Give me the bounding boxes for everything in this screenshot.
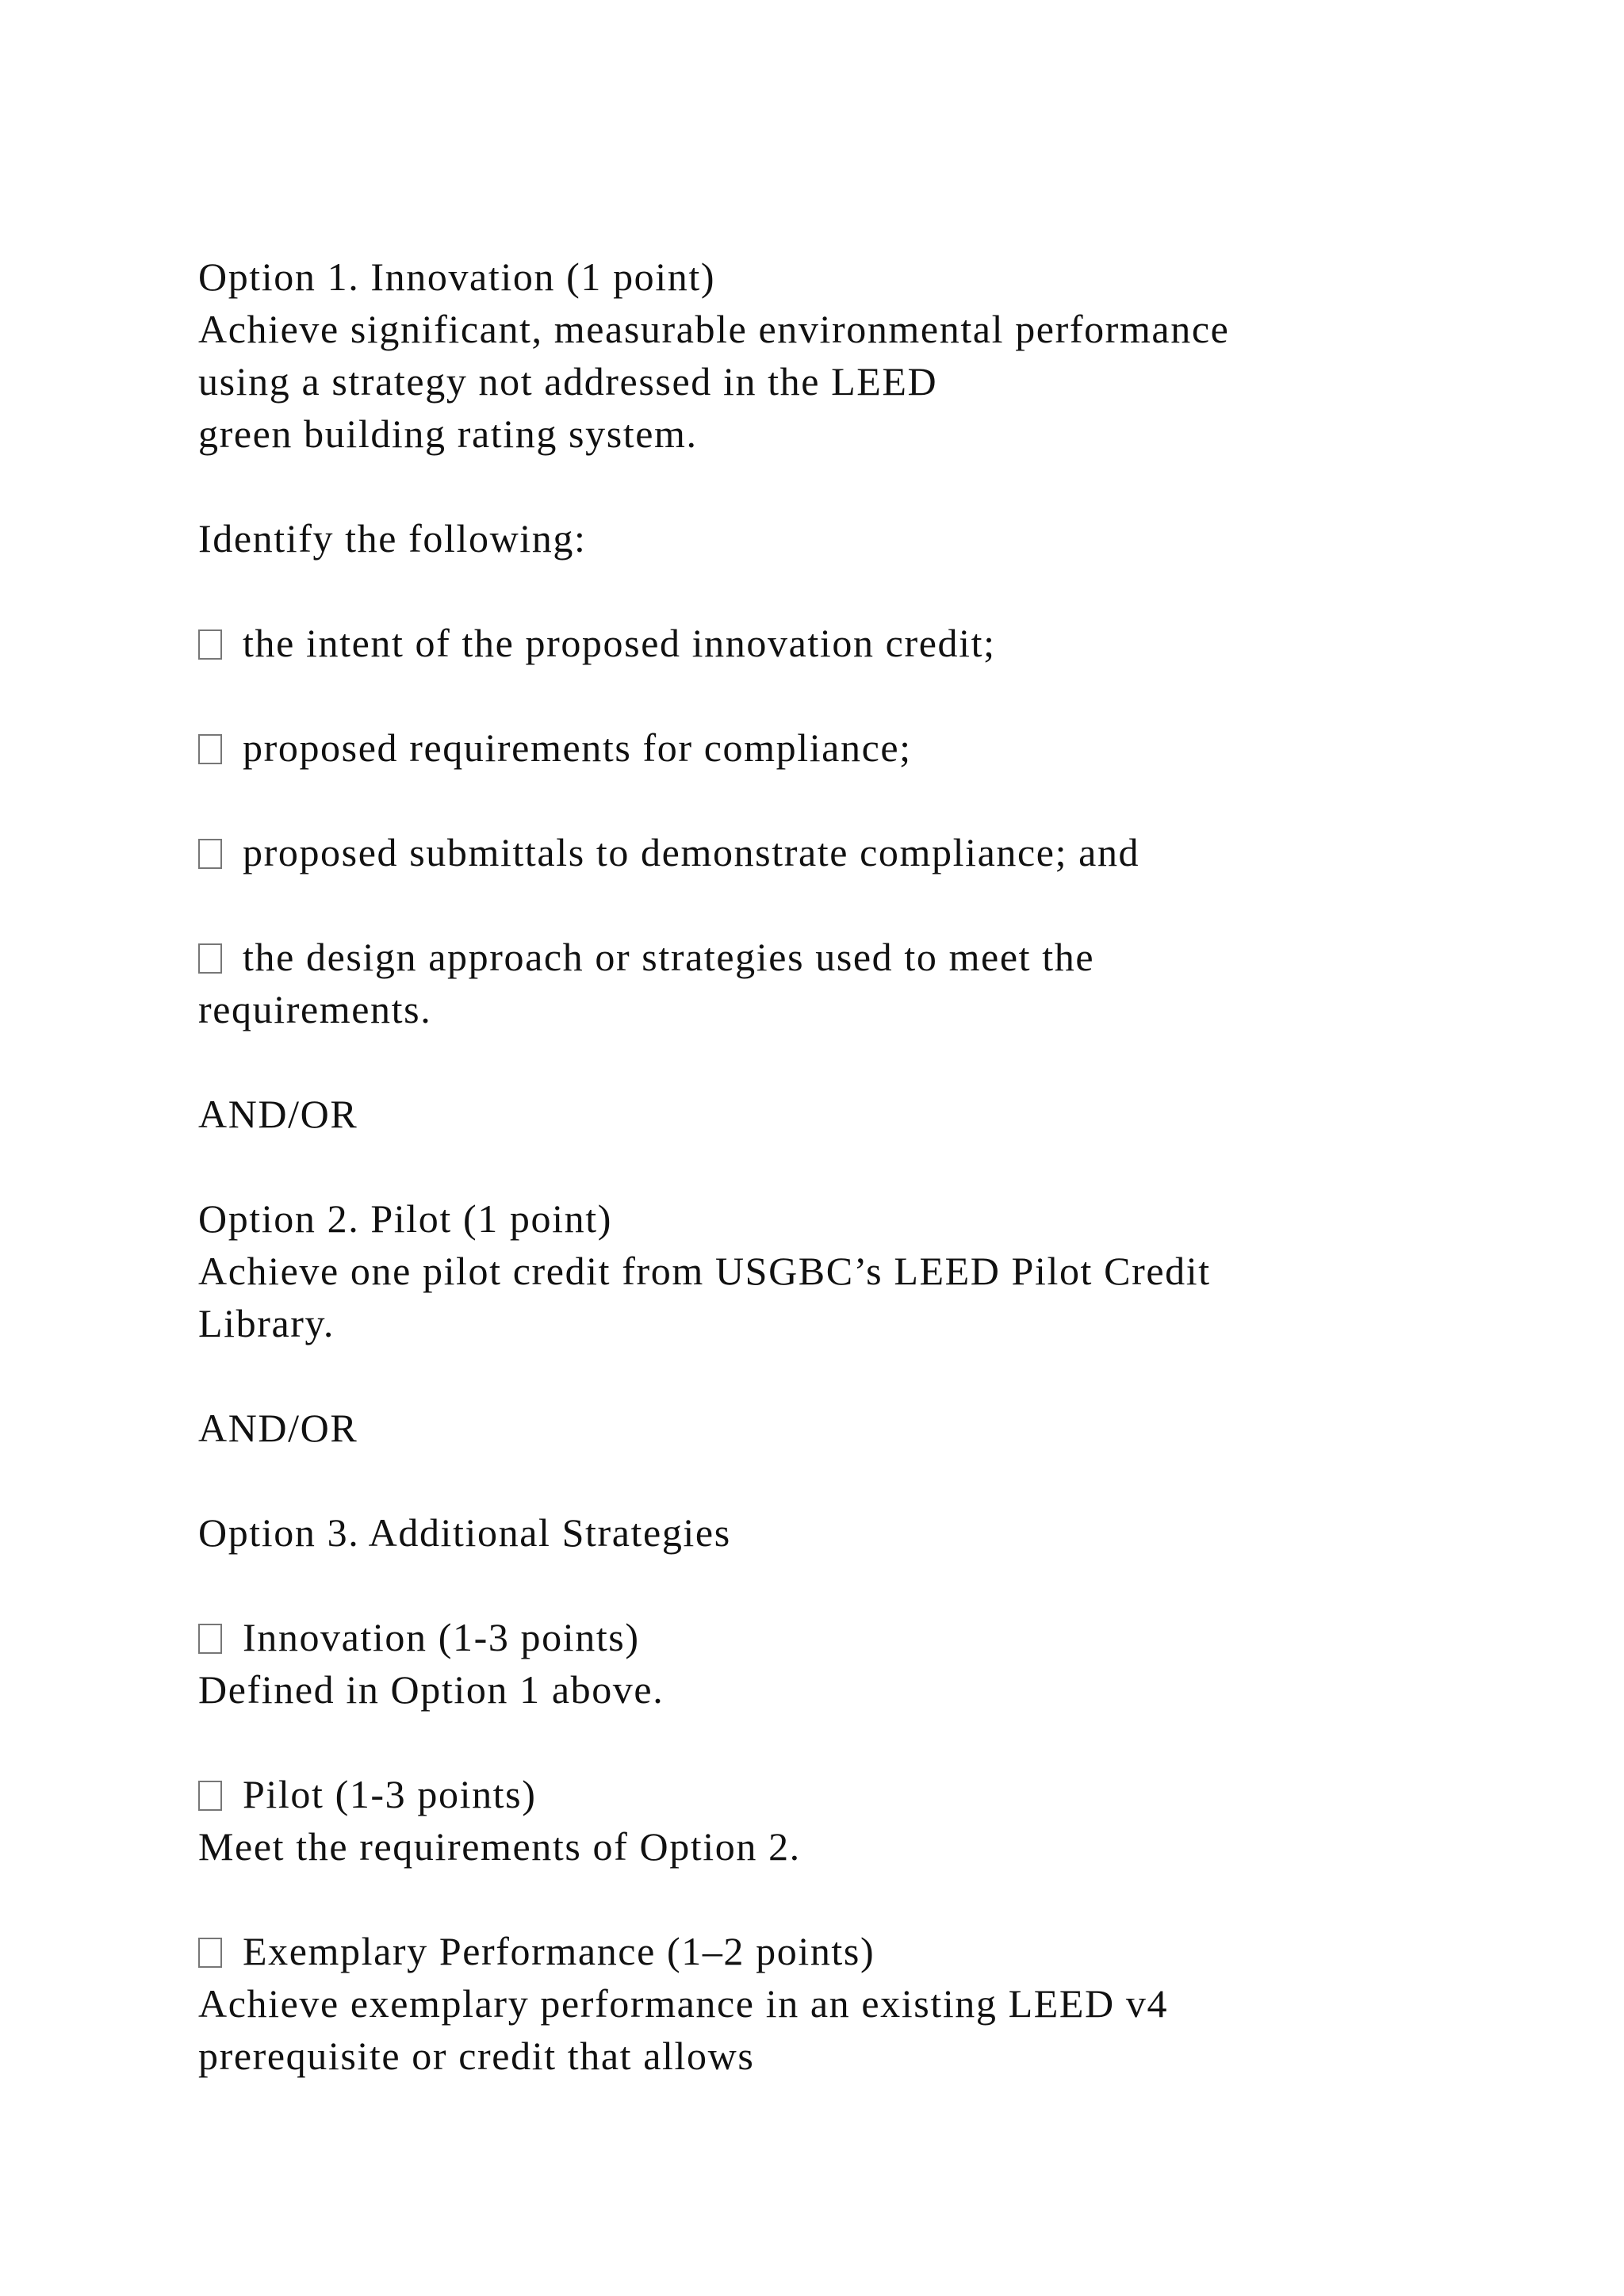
blank-line	[198, 669, 1435, 721]
list-item-description: Achieve exemplary performance in an existing LEED v4	[198, 1981, 1169, 2026]
list-item-text: proposed submittals to demonstrate compliance; and	[243, 830, 1140, 874]
bullet-box-icon	[198, 629, 222, 660]
blank-line	[198, 1873, 1435, 1925]
blank-line	[198, 774, 1435, 826]
list-item	[198, 1925, 1435, 1977]
identify-label: Identify the following:	[198, 516, 587, 561]
option1-body-line: green building rating system.	[198, 411, 698, 456]
list-item	[198, 721, 1435, 774]
list-item-description: prerequisite or credit that allows	[198, 2034, 755, 2078]
bullet-box-icon	[198, 1781, 222, 1811]
list-item	[198, 931, 1435, 983]
bullet-box-icon	[198, 943, 222, 974]
list-item-description: Defined in Option 1 above.	[198, 1667, 665, 1712]
blank-line	[198, 1349, 1435, 1402]
bullet-box-icon	[198, 839, 222, 869]
blank-line	[198, 1559, 1435, 1611]
document-body	[198, 251, 1435, 2082]
list-item-text: Pilot (1-3 points)	[243, 1772, 537, 1816]
blank-line	[198, 1454, 1435, 1506]
bullet-box-icon	[198, 1624, 222, 1654]
list-item	[198, 1768, 1435, 1820]
bullet-box-icon	[198, 734, 222, 764]
bullet-box-icon	[198, 1938, 222, 1968]
blank-line	[198, 564, 1435, 617]
option2-body-line: Achieve one pilot credit from USGBC’s LEED Pilot Credit	[198, 1249, 1211, 1293]
option3-heading: Option 3. Additional Strategies	[198, 1510, 731, 1555]
list-item-text: the design approach or strategies used to meet the	[243, 935, 1095, 979]
list-item	[198, 617, 1435, 669]
separator-and-or: AND/OR	[198, 1406, 358, 1450]
option2-heading: Option 2. Pilot (1 point)	[198, 1196, 612, 1241]
list-item	[198, 826, 1435, 878]
option1-body-line: using a strategy not addressed in the LEED	[198, 359, 938, 404]
list-item-text: Innovation (1-3 points)	[243, 1615, 640, 1659]
list-item-description: Meet the requirements of Option 2.	[198, 1824, 801, 1869]
blank-line	[198, 460, 1435, 512]
option2-body-line: Library.	[198, 1301, 335, 1345]
list-item	[198, 1611, 1435, 1663]
list-item-text: proposed requirements for compliance;	[243, 725, 912, 770]
blank-line	[198, 1140, 1435, 1192]
option1-heading: Option 1. Innovation (1 point)	[198, 254, 716, 299]
list-item-text: the intent of the proposed innovation credit;	[243, 621, 996, 665]
list-item-continuation: requirements.	[198, 987, 432, 1031]
list-item-text: Exemplary Performance (1–2 points)	[243, 1929, 875, 1973]
blank-line	[198, 1716, 1435, 1768]
blank-line	[198, 878, 1435, 931]
option1-body-line: Achieve significant, measurable environmental performance	[198, 307, 1230, 351]
blank-line	[198, 1035, 1435, 1088]
separator-and-or: AND/OR	[198, 1092, 358, 1136]
